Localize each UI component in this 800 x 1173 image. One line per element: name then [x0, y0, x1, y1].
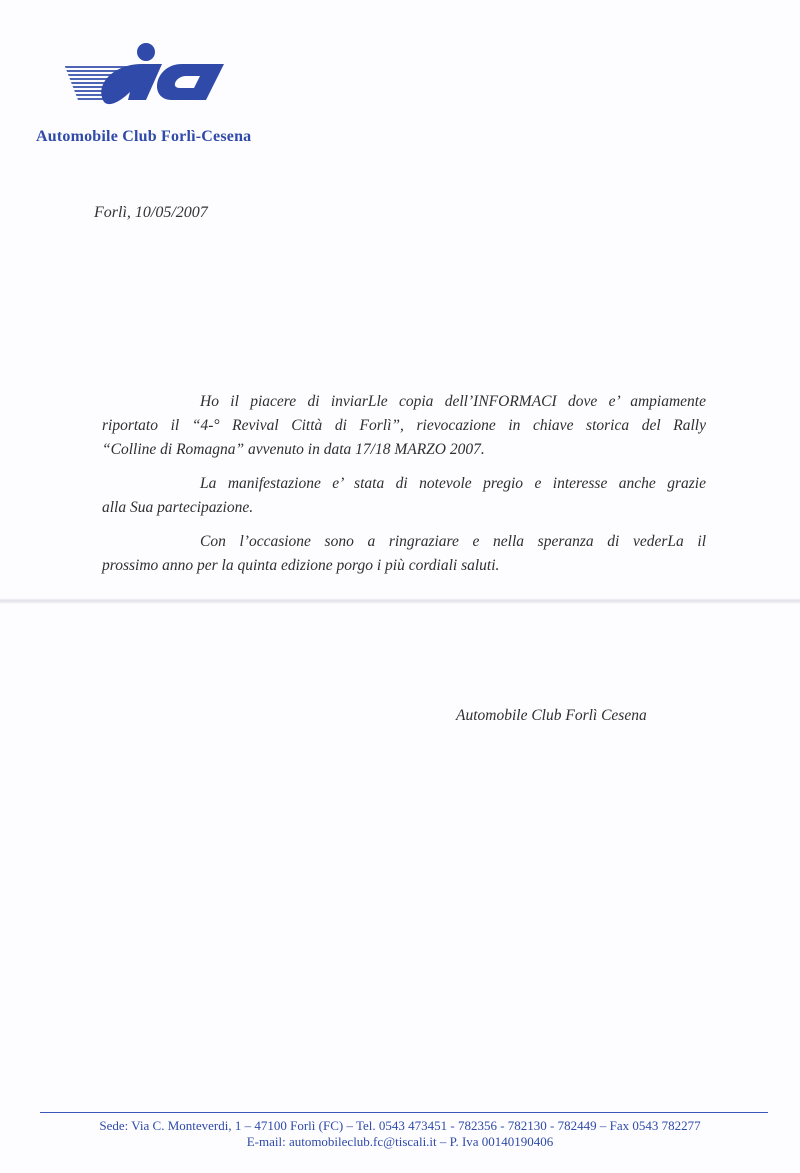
- letter-date: Forlì, 10/05/2007: [94, 204, 208, 221]
- body-line: Con l’occasione sono a ringraziare e nella speranza di vederLa il: [200, 533, 706, 550]
- paper-fold-line: [0, 598, 800, 604]
- footer-contact: E-mail: automobileclub.fc@tiscali.it – P. Iva 00140190406: [246, 1134, 554, 1149]
- footer-address: Sede: Via C. Monteverdi, 1 – 47100 Forlì (FC) – Tel. 0543 473451 - 782356 - 782130 - 782449 – Fax 0543 782277: [99, 1118, 701, 1133]
- organization-name: Automobile Club Forlì-Cesena: [36, 128, 252, 145]
- signature: Automobile Club Forlì Cesena: [456, 707, 647, 724]
- body-line: La manifestazione e’ stata di notevole pregio e interesse anche grazie: [200, 475, 706, 492]
- body-line: prossimo anno per la quinta edizione porgo i più cordiali saluti.: [102, 557, 500, 574]
- aci-logo-icon: [64, 42, 224, 127]
- footer-divider: [40, 1112, 768, 1113]
- body-line: riportato il “4-° Revival Città di Forlì”, rievocazione in chiave storica del Rally: [102, 417, 706, 434]
- body-line: alla Sua partecipazione.: [102, 499, 254, 516]
- body-line: “Colline di Romagna” avvenuto in data 17/18 MARZO 2007.: [102, 441, 485, 458]
- body-line: Ho il piacere di inviarLle copia dell’INFORMACI dove e’ ampiamente: [200, 393, 706, 410]
- letter-body: [102, 390, 706, 578]
